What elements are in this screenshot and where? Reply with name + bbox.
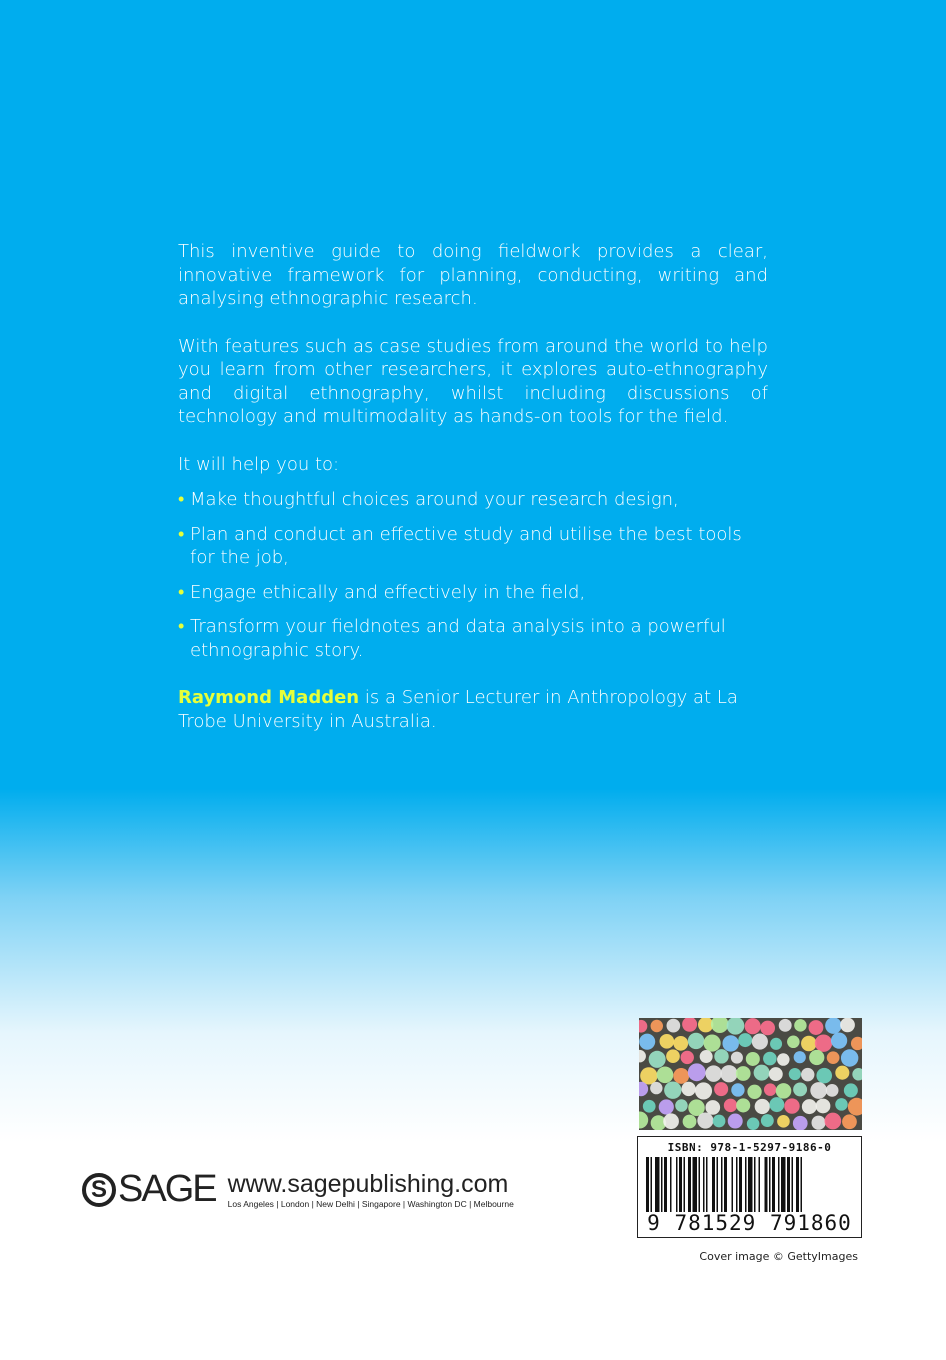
publisher-block [82, 1168, 514, 1211]
bullet-icon: • [178, 523, 185, 545]
bullet-icon: • [178, 581, 185, 603]
blurb-paragraph-2: With features such as case studies from around the world to help you learn from other researchers, it explores auto-ethnography and digital ethnography, whilst including discussions of technology and multimodality as hands-on tools for the field. [178, 335, 768, 427]
list-item: • Transform your fieldnotes and data analysis into a powerful ethnographic story. [178, 616, 726, 661]
ean-digits: 9 781529 791860 [647, 1211, 852, 1235]
author-name: Raymond Madden [178, 687, 360, 708]
list-item: • Engage ethically and effectively in the field, [178, 581, 586, 603]
barcode-bars [646, 1157, 854, 1212]
blurb-intro: It will help you to: [178, 453, 340, 475]
back-cover-blurb [178, 240, 768, 757]
list-item: • Make thoughtful choices around your research design, [178, 489, 679, 510]
isbn-barcode [637, 1136, 862, 1238]
author-bio-text: is a Senior Lecturer in Anthropology at La Trobe University in Australia. [178, 687, 738, 732]
author-bio [178, 686, 768, 733]
cover-credit: Cover image © GettyImages [699, 1250, 858, 1263]
bullet-icon: • [178, 489, 185, 510]
benefits-list [178, 488, 768, 662]
bullet-icon: • [178, 616, 185, 637]
cover-thumbnail-image [639, 1018, 862, 1130]
list-item: • Plan and conduct an effective study and utilise the best tools for the job, [178, 523, 742, 568]
sage-logo-icon: S [82, 1173, 116, 1207]
isbn-label: ISBN: 978-1-5297-9186-0 [667, 1141, 832, 1154]
blurb-paragraph-1: This inventive guide to doing fieldwork provides a clear, innovative framework for planning, conducting, writing and analysing ethnographic research. [178, 241, 768, 309]
publisher-url[interactable]: www.sagepublishing.com [227, 1169, 509, 1198]
publisher-cities: Los Angeles | London | New Delhi | Singapore | Washington DC | Melbourne [227, 1198, 514, 1209]
sage-wordmark: SAGE [118, 1168, 216, 1210]
